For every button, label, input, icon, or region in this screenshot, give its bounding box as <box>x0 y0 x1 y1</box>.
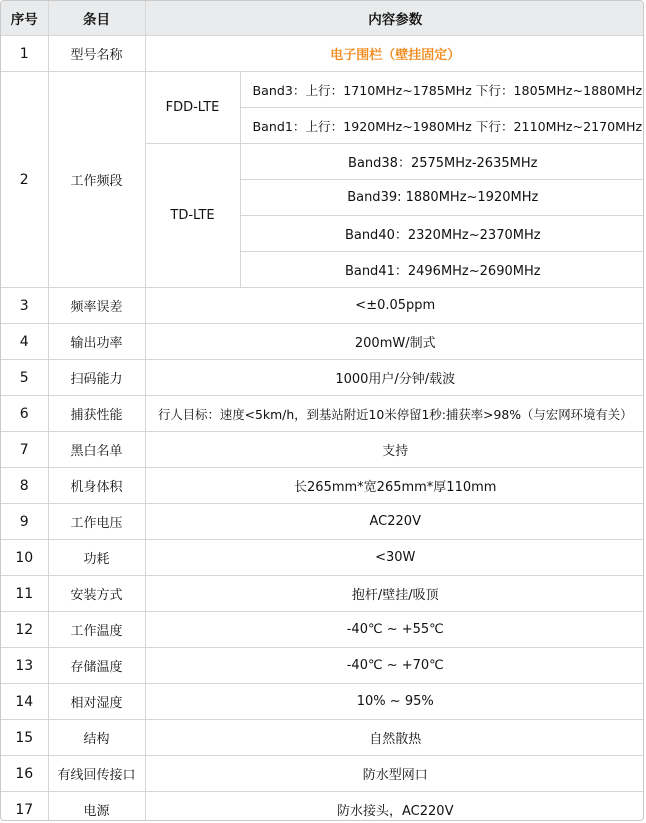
band-entry: Band1：上行：1920MHz~1980MHz 下行：2110MHz~2170MHz <box>240 108 644 144</box>
band-entry: Band3：上行：1710MHz~1785MHz 下行：1805MHz~1880MHz <box>240 72 644 108</box>
row-value: <30W <box>145 540 644 576</box>
model-name-value: 电子围栏（壁挂固定） <box>145 36 644 72</box>
row-value: 10% ~ 95% <box>145 684 644 720</box>
table-row <box>1 360 644 396</box>
row-seq: 15 <box>1 720 48 756</box>
table-row <box>1 72 644 108</box>
spec-table <box>1 1 644 821</box>
table-row <box>1 396 644 432</box>
table-row <box>1 540 644 576</box>
row-seq: 4 <box>1 324 48 360</box>
row-item: 机身体积 <box>48 468 145 504</box>
row-seq: 5 <box>1 360 48 396</box>
row-seq: 8 <box>1 468 48 504</box>
header-seq: 序号 <box>1 1 48 36</box>
band-entry: Band38：2575MHz-2635MHz <box>240 144 644 180</box>
row-seq: 2 <box>1 72 48 288</box>
row-item: 电源 <box>48 792 145 822</box>
table-row <box>1 720 644 756</box>
table-row <box>1 756 644 792</box>
row-value: 200mW/制式 <box>145 324 644 360</box>
row-value: <±0.05ppm <box>145 288 644 324</box>
table-row <box>1 324 644 360</box>
row-item: 存储温度 <box>48 648 145 684</box>
td-lte-label: TD-LTE <box>145 144 240 288</box>
table-header-row <box>1 1 644 36</box>
row-item: 结构 <box>48 720 145 756</box>
table-row <box>1 648 644 684</box>
row-item: 捕获性能 <box>48 396 145 432</box>
row-value: 1000用户/分钟/载波 <box>145 360 644 396</box>
table-row <box>1 468 644 504</box>
row-value: 防水型网口 <box>145 756 644 792</box>
table-row <box>1 432 644 468</box>
row-item: 工作电压 <box>48 504 145 540</box>
row-seq: 10 <box>1 540 48 576</box>
row-value: 自然散热 <box>145 720 644 756</box>
row-item: 型号名称 <box>48 36 145 72</box>
row-item: 相对湿度 <box>48 684 145 720</box>
fdd-lte-label: FDD-LTE <box>145 72 240 144</box>
row-seq: 7 <box>1 432 48 468</box>
row-value: -40℃ ~ +70℃ <box>145 648 644 684</box>
row-seq: 6 <box>1 396 48 432</box>
row-item: 功耗 <box>48 540 145 576</box>
row-value: 长265mm*宽265mm*厚110mm <box>145 468 644 504</box>
row-value: AC220V <box>145 504 644 540</box>
row-item: 黑白名单 <box>48 432 145 468</box>
band-entry: Band40：2320MHz~2370MHz <box>240 216 644 252</box>
row-value: -40℃ ~ +55℃ <box>145 612 644 648</box>
table-row <box>1 612 644 648</box>
header-item: 条目 <box>48 1 145 36</box>
header-content: 内容参数 <box>145 1 644 36</box>
table-row <box>1 792 644 822</box>
row-seq: 3 <box>1 288 48 324</box>
row-seq: 9 <box>1 504 48 540</box>
row-seq: 17 <box>1 792 48 822</box>
row-seq: 14 <box>1 684 48 720</box>
row-item: 扫码能力 <box>48 360 145 396</box>
row-value: 行人目标：速度<5km/h，到基站附近10米停留1秒:捕获率>98%（与宏网环境有关） <box>145 396 644 432</box>
row-item: 工作温度 <box>48 612 145 648</box>
table-row <box>1 288 644 324</box>
table-row <box>1 36 644 72</box>
row-item: 频率误差 <box>48 288 145 324</box>
band-entry: Band39: 1880MHz~1920MHz <box>240 180 644 216</box>
row-value: 抱杆/壁挂/吸顶 <box>145 576 644 612</box>
row-value: 防水接头，AC220V <box>145 792 644 822</box>
row-seq: 13 <box>1 648 48 684</box>
table-row <box>1 576 644 612</box>
row-seq: 16 <box>1 756 48 792</box>
row-item: 工作频段 <box>48 72 145 288</box>
band-entry: Band41：2496MHz~2690MHz <box>240 252 644 288</box>
row-item: 输出功率 <box>48 324 145 360</box>
row-item: 有线回传接口 <box>48 756 145 792</box>
row-value: 支持 <box>145 432 644 468</box>
row-seq: 11 <box>1 576 48 612</box>
table-row <box>1 504 644 540</box>
row-seq: 12 <box>1 612 48 648</box>
table-row <box>1 684 644 720</box>
row-item: 安装方式 <box>48 576 145 612</box>
row-seq: 1 <box>19 45 29 62</box>
